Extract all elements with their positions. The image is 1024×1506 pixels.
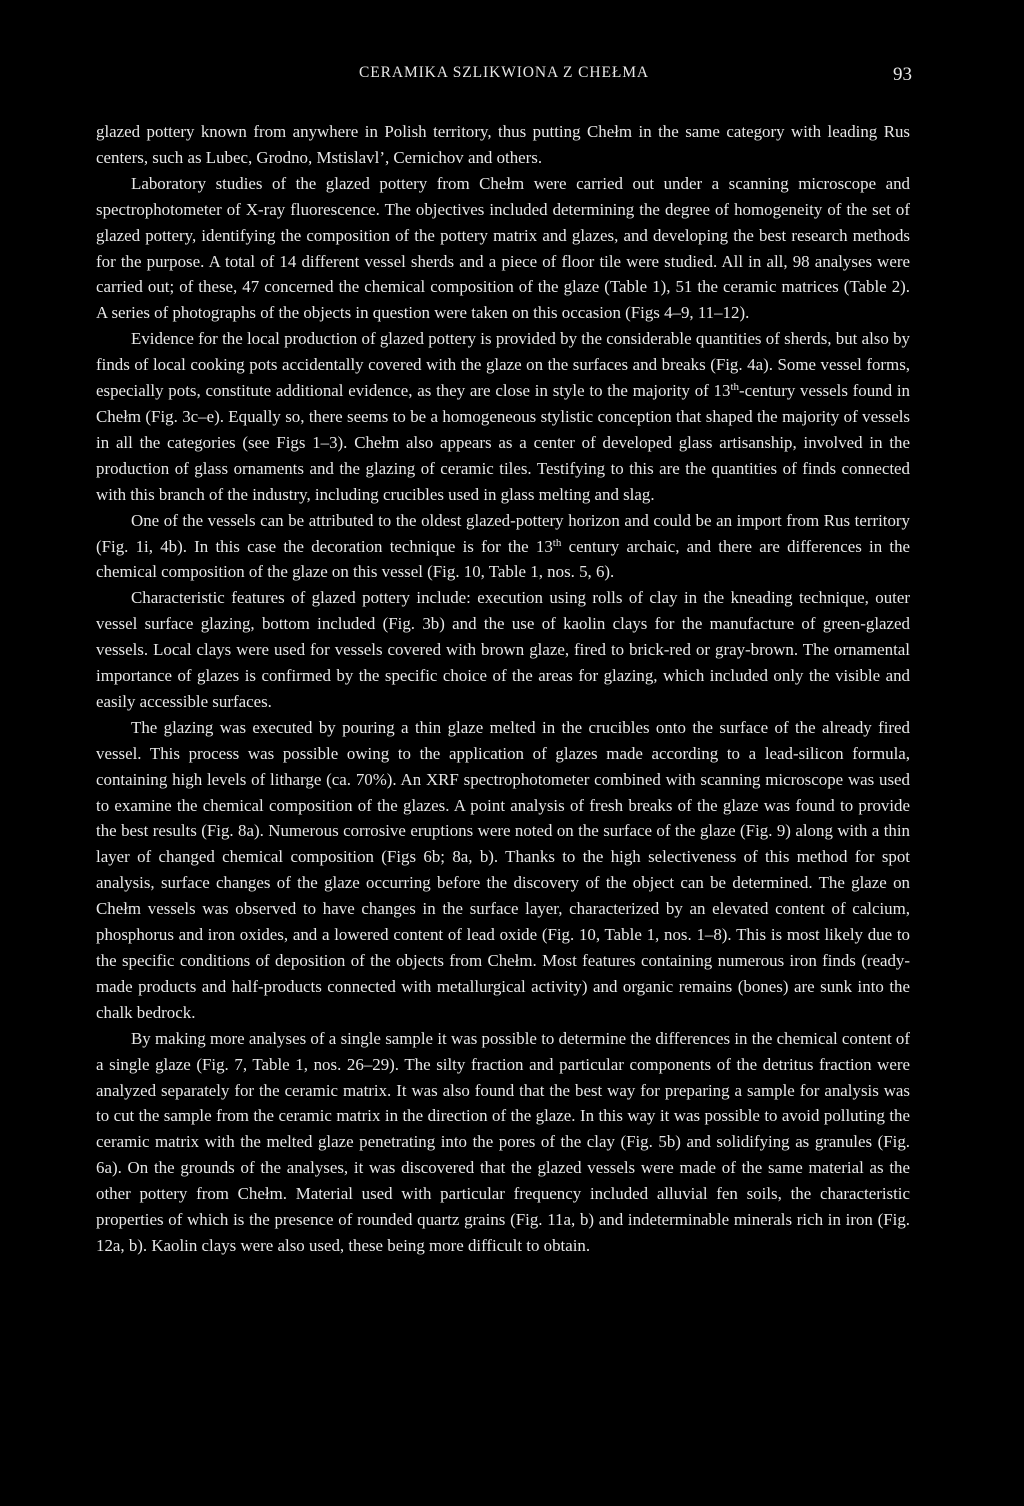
page-number: 93 [893, 64, 912, 85]
paragraph-local-production [96, 326, 910, 507]
paragraph-text: By making more analyses of a single sample it was possible to determine the differences in the chemical content of a single glaze (Fig. 7, Table 1, nos. 26–29). The silty fraction and particular components of the detritus fraction were analyzed separately for the ceramic matrix. It was also found that the best way for preparing a sample for analysis was to cut the sample from the ceramic matrix in the direction of the glaze. In this way it was possible to avoid polluting the ceramic matrix with the melted glaze penetrating into the pores of the clay (Fig. 5b) and solidifying as granules (Fig. 6a). On the grounds of the analyses, it was discovered that the glazed vessels were made of the same material as the other pottery from Chełm. Material used with particular frequency included alluvial fen soils, the characteristic properties of which is the presence of rounded quartz grains (Fig. 11a, b) and indeterminable minerals rich in iron (Fig. 12a, b). Kaolin clays were also used, these being more difficult to obtain. [96, 1028, 910, 1255]
paragraph-text: Laboratory studies of the glazed pottery from Chełm were carried out under a scanning microscope and spectrophotometer of X-ray fluorescence. The objectives included determining the degree of homogeneity of the set of glazed pottery, identifying the composition of the pottery matrix and glazes, and developing the best research methods for the purpose. A total of 14 different vessel sherds and a piece of floor tile were studied. All in all, 98 analyses were carried out; of these, 47 concerned the chemical composition of the glaze (Table 1), 51 the ceramic matrices (Table 2). A series of photographs of the objects in question were taken on this occasion (Figs 4–9, 11–12). [96, 173, 910, 323]
paragraph-continuation [96, 119, 910, 171]
paragraph-text: One of the vessels can be attributed to the oldest glazed-pottery horizon and could be an import from Rus territory (Fig. 1i, 4b). In this case the decoration technique is for the 13 [96, 510, 910, 556]
paragraph-text: glazed pottery known from anywhere in Polish territory, thus putting Chełm in the same category with leading Rus centers, such as Lubec, Grodno, Mstislavl’, Cernichov and others. [96, 122, 910, 167]
page-header [96, 64, 912, 88]
paragraph-text: The glazing was executed by pouring a thin glaze melted in the crucibles onto the surface of the already fired vessel. This process was possible owing to the application of glazes made according to a lead-silicon formula, containing high levels of litharge (ca. 70%). An XRF spectrophotometer combined with scanning microscope was used to examine the chemical composition of the glazes. A point analysis of fresh breaks of the glaze was found to provide the best results (Fig. 8a). Numerous corrosive eruptions were noted on the surface of the glaze (Fig. 9) along with a thin layer of changed chemical composition (Figs 6b; 8a, b). Thanks to the high selectiveness of this method for spot analysis, surface changes of the glaze occurring before the discovery of the object can be determined. The glaze on Chełm vessels was observed to have changes in the surface layer, characterized by an elevated content of calcium, phosphorus and iron oxides, and a lowered content of lead oxide (Fig. 10, Table 1, nos. 1–8). This is most likely due to the specific conditions of deposition of the objects from Chełm. Most features containing numerous iron finds (ready-made products and half-products connected with metallurgical activity) and organic remains (bones) are sunk into the chalk bedrock. [96, 717, 910, 1022]
paragraph-text: century archaic, and there are differences in the chemical composition of the glaze on this vessel (Fig. 10, Table 1, nos. 5, 6). [96, 536, 911, 582]
superscript-ordinal: th [552, 536, 562, 549]
paragraph-characteristic-features [96, 585, 910, 715]
paragraph-text: Evidence for the local production of glazed pottery is provided by the considerable quantities of sherds, but also by finds of local cooking pots accidentally covered with the glaze on the surfaces and breaks (Fig. 4a). Some vessel forms, especially pots, constitute additional evidence, as they are close in style to the majority of 13 [96, 329, 910, 401]
paragraph-single-sample-analyses [96, 1026, 910, 1259]
running-title: CERAMIKA SZLIKWIONA Z CHEŁMA [359, 64, 649, 81]
superscript-ordinal: th [730, 381, 739, 394]
paragraph-text: Characteristic features of glazed pottery include: execution using rolls of clay in the kneading technique, outer vessel surface glazing, bottom included (Fig. 3b) and the use of kaolin clays for the manufacture of green-glazed vessels. Local clays were used for vessels covered with brown glaze, fired to brick-red or gray-brown. The ornamental importance of glazes is confirmed by the specific choice of the areas for glazing, which included only the visible and easily accessible surfaces. [96, 588, 910, 711]
paragraph-laboratory-studies [96, 171, 910, 326]
article-body [96, 119, 910, 1259]
paragraph-text: -century vessels found in Chełm (Fig. 3c–e). Equally so, there seems to be a homogeneous stylistic conception that shaped the majority of vessels in all the categories (see Figs 1–3). Chełm also appears as a center of developed glass artisanship, involved in the production of glass ornaments and the glazing of ceramic tiles. Testifying to this are the quantities of finds connected with this branch of the industry, including crucibles used in glass melting and slag. [96, 381, 910, 504]
paragraph-glazing-process [96, 715, 910, 1026]
paragraph-import-vessel [96, 508, 910, 586]
